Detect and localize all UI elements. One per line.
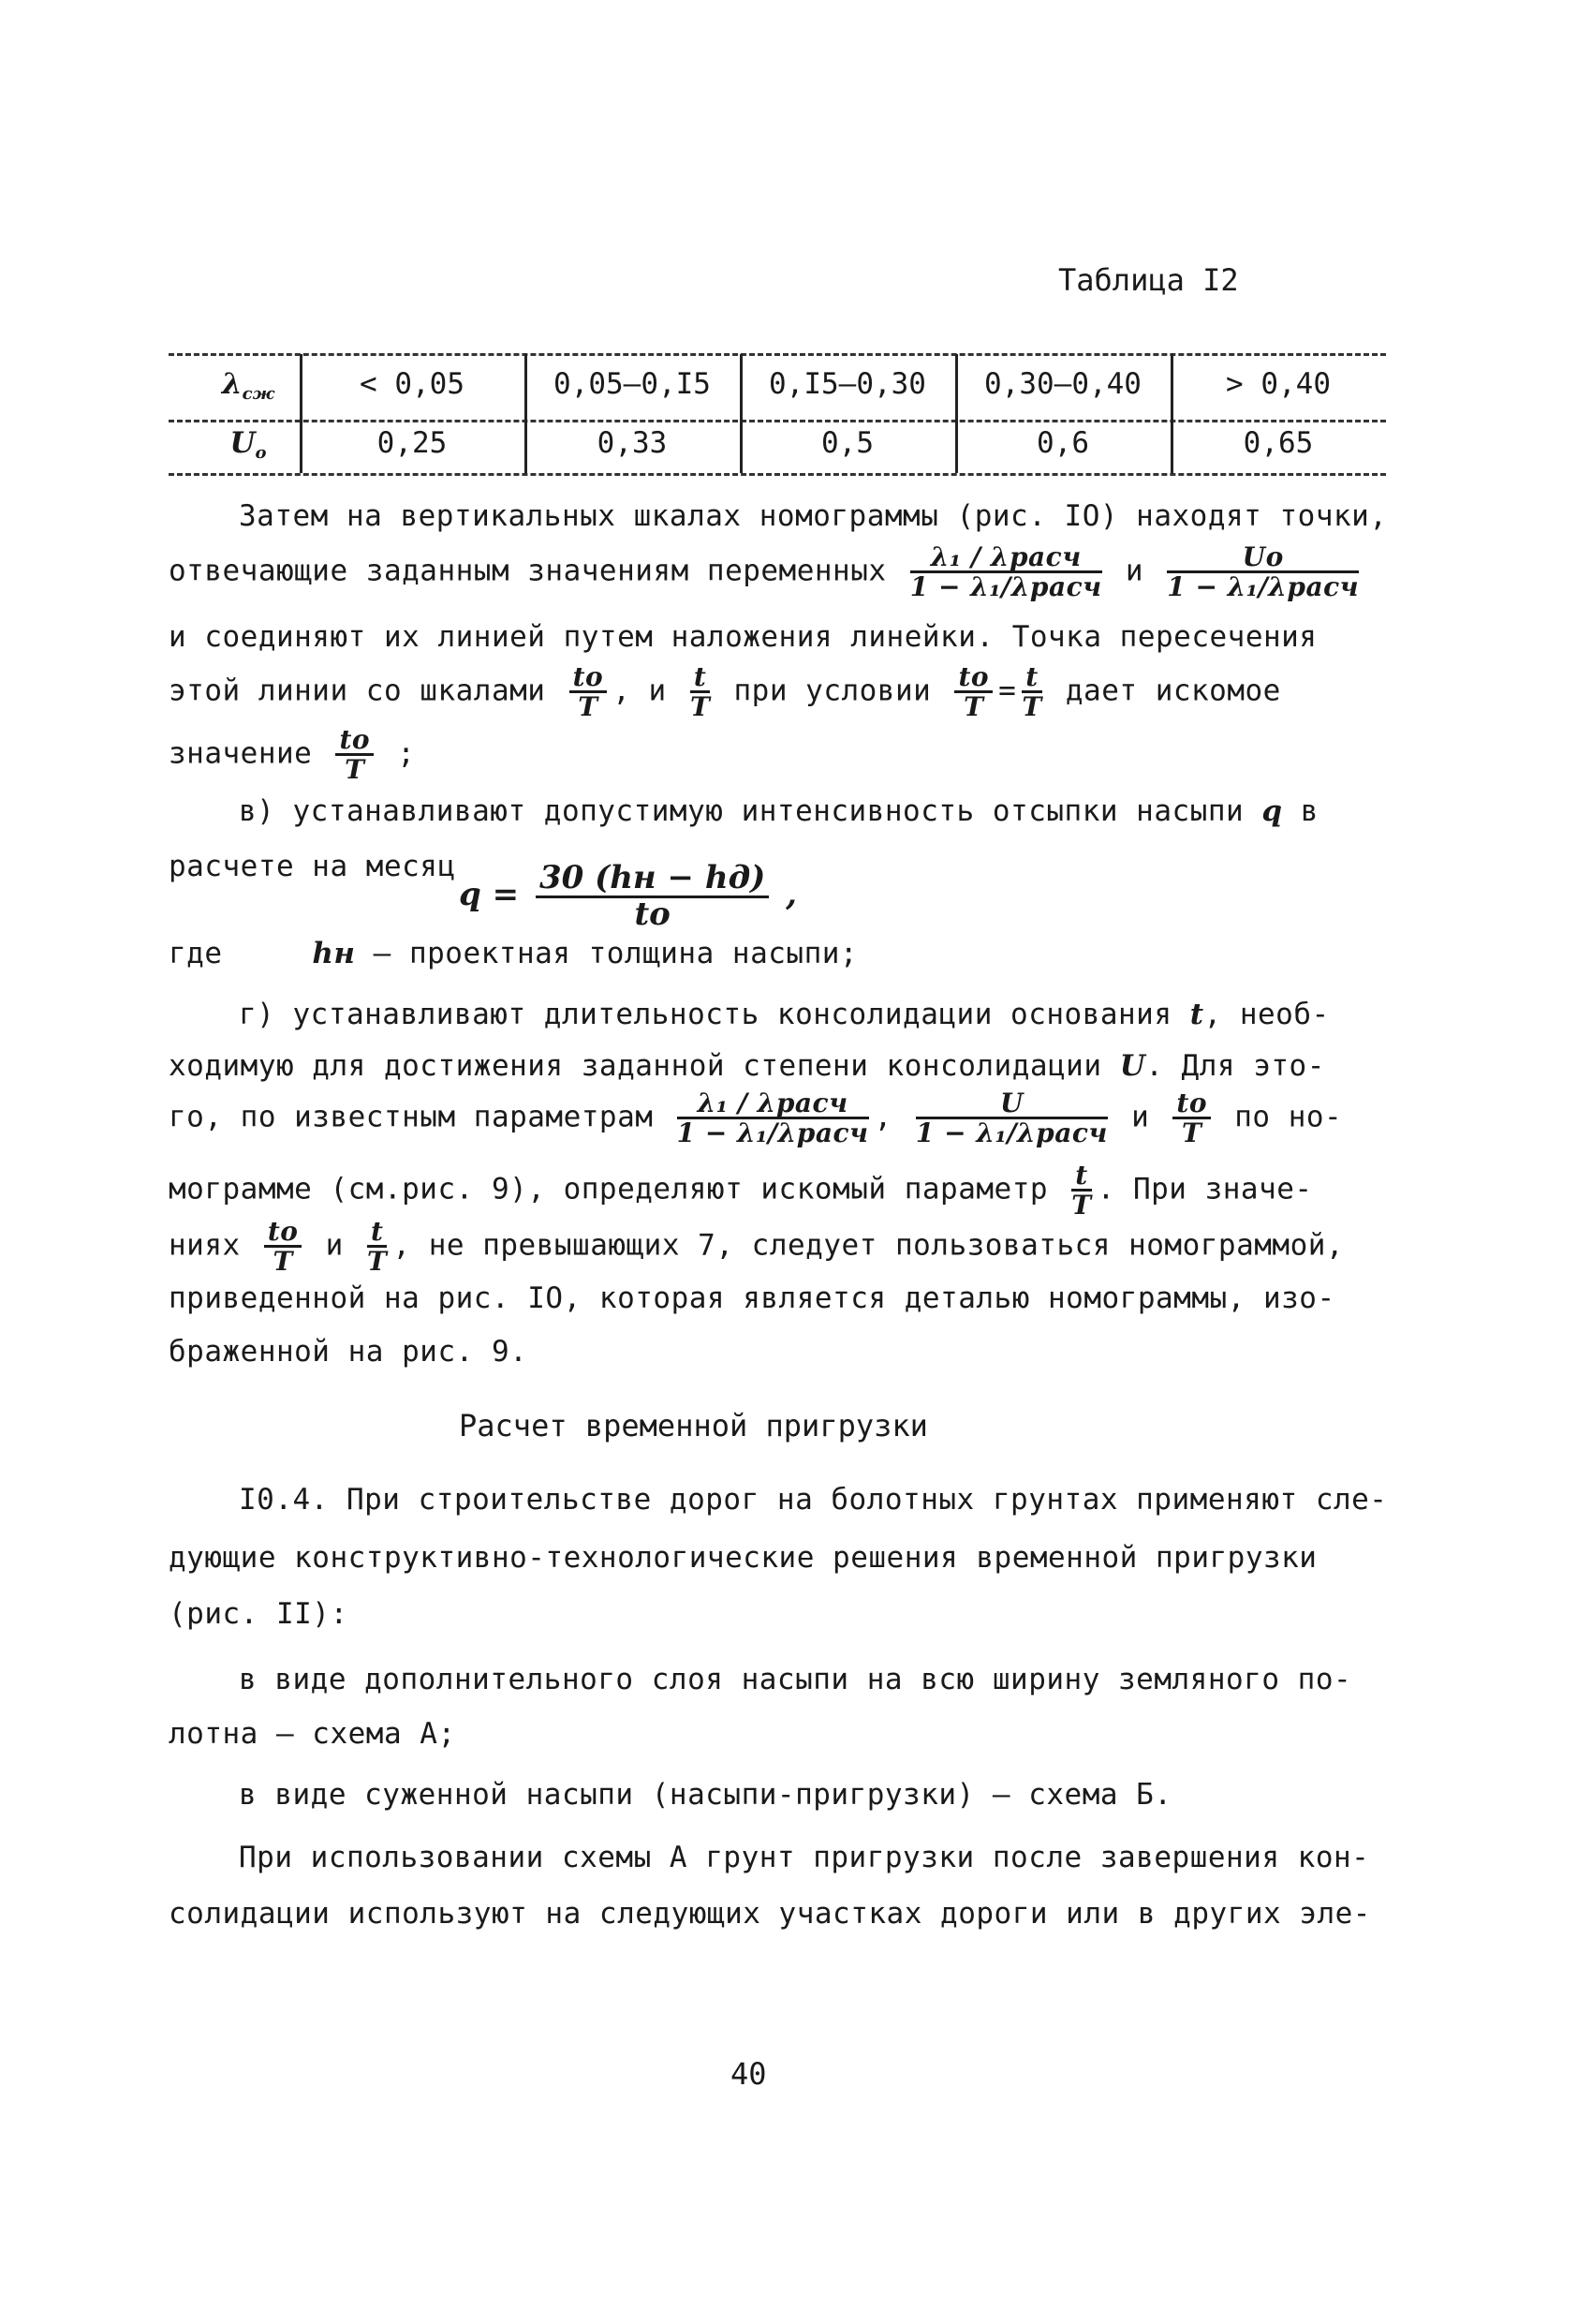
symbol-u: U xyxy=(1119,1049,1146,1083)
text-line: расчете на месяц xyxy=(169,850,456,883)
formula-u-ratio: $\frac{Uo}{\text{1 − λ₁/λрасч}}$ xyxy=(1167,541,1360,603)
text-line: При использовании схемы А грунт пригрузки после завершения кон- xyxy=(239,1841,1370,1874)
text-line: где hн – проектная толщина насыпи; xyxy=(169,937,859,970)
text-line: браженной на рис. 9. xyxy=(169,1335,528,1369)
table-cell-range: 0,05–0,I5 xyxy=(553,367,711,401)
section-heading: Расчет временной пригрузки xyxy=(459,1408,928,1443)
page-number: 40 xyxy=(730,2056,767,2092)
table-divider xyxy=(1171,354,1173,473)
symbol-q: q xyxy=(1261,794,1283,828)
text-line: го, по известным параметрам $\frac{\text{λ₁ / λрасч}}{\text{1 − λ₁/λрасч}}$ , $\frac{U}{\text{1 − λ₁/λрасч}}$ и $\frac{to}{T}$ по но- xyxy=(169,1088,1343,1149)
formula-t0-over-t: $\frac{to}{T}$ xyxy=(1172,1089,1211,1147)
formula-t-over-t: $\frac{t}{T}$ xyxy=(1022,661,1042,723)
table-rule-mid xyxy=(169,420,1386,422)
formula-t0-over-t: $\frac{to}{T}$ xyxy=(335,726,374,784)
text-line: мограмме (см.рис. 9), определяют искомый параметр $\frac{t}{T}$ . При значе- xyxy=(169,1160,1313,1221)
table-divider xyxy=(740,354,743,473)
table-cell-value: 0,25 xyxy=(376,426,448,460)
table-rule-top xyxy=(169,353,1386,356)
formula-u-ratio: $\frac{U}{\text{1 − λ₁/λрасч}}$ xyxy=(915,1088,1108,1149)
text-line: ниях $\frac{to}{T}$ и $\frac{t}{T}$ , не превышающих 7, следует пользоваться номограммой, xyxy=(169,1216,1345,1278)
formula-lambda-ratio: $\frac{\text{λ₁ / λрасч}}{\text{1 − λ₁/λрасч}}$ xyxy=(676,1088,869,1149)
formula-t-over-t: $\frac{t}{T}$ xyxy=(689,661,711,723)
text-line: Затем на вертикальных шкалах номограммы (рис. IO) находят точки, xyxy=(239,499,1388,533)
table-cell-value: 0,33 xyxy=(597,426,668,460)
table-divider xyxy=(955,354,958,473)
text-line: приведенной на рис. IO, которая является деталью номограммы, изо- xyxy=(169,1281,1335,1315)
text-line: г) устанавливают длительность консолидации основания t, необ- xyxy=(239,998,1330,1031)
text-line: этой линии со шкалами $\frac{to}{T}$ , и $\frac{t}{T}$ при условии $\frac{to}{T}$ = $\frac{t}{T}$ дает искомое xyxy=(169,661,1281,723)
table-divider xyxy=(300,354,302,473)
table-cell-range: 0,I5–0,30 xyxy=(769,367,926,401)
symbol-h-n: hн xyxy=(312,937,356,970)
text-line: солидации используют на следующих участках дороги или в других эле- xyxy=(169,1897,1371,1931)
text-line: в) устанавливают допустимую интенсивность отсыпки насыпи q в xyxy=(239,794,1319,828)
table-divider xyxy=(524,354,527,473)
table-cell-value: 0,65 xyxy=(1243,426,1314,460)
table-cell-range: > 0,40 xyxy=(1226,367,1331,401)
table-caption: Таблица I2 xyxy=(1058,262,1239,298)
formula-t0-over-t: $\frac{to}{T}$ xyxy=(954,663,993,721)
formula-t0-over-t: $\frac{to}{T}$ xyxy=(264,1218,302,1276)
text-line: дующие конструктивно-технологические решения временной пригрузки xyxy=(169,1541,1318,1575)
text-line: в виде дополнительного слоя насыпи на всю ширину земляного по- xyxy=(239,1663,1352,1696)
text-line: лотна – схема А; xyxy=(169,1717,456,1751)
text-line: I0.4. При строительстве дорог на болотных грунтах применяют сле- xyxy=(239,1483,1388,1517)
formula-t-over-t: $\frac{t}{T}$ xyxy=(367,1216,388,1278)
formula-t0-over-t: $\frac{to}{T}$ xyxy=(569,663,608,721)
table-row-label-lambda: $\lambda_{сж}$ xyxy=(221,367,275,404)
text-line: значение $\frac{to}{T}$ ; xyxy=(169,724,416,786)
text-line: ходимую для достижения заданной степени консолидации U. Для это- xyxy=(169,1049,1325,1083)
formula-lambda-ratio: $\frac{\text{λ₁ / λрасч}}{\text{1 − λ₁/λрасч}}$ xyxy=(909,541,1102,603)
text-line: в виде суженной насыпи (насыпи-пригрузки) – схема Б. xyxy=(239,1778,1172,1812)
formula-q: q = $\frac{30 (hн - hд)}{to}$ , xyxy=(459,859,797,933)
table-cell-range: 0,30–0,40 xyxy=(984,367,1142,401)
table-cell-range: < 0,05 xyxy=(360,367,464,401)
table-rule-bottom xyxy=(169,473,1386,476)
table-row-label-u: $U_o$ xyxy=(229,426,267,463)
symbol-t: t xyxy=(1189,998,1204,1031)
text-line: отвечающие заданным значениям переменных $\frac{\text{λ₁ / λрасч}}{\text{1 − λ₁/λрасч}}$ и $\frac{Uo}{\text{1 − λ₁/λрасч}}$ xyxy=(169,541,1360,603)
table-cell-value: 0,6 xyxy=(1037,426,1089,460)
text-line: (рис. II): xyxy=(169,1597,348,1631)
formula-t-over-t: $\frac{t}{T}$ xyxy=(1071,1160,1092,1221)
text-line: и соединяют их линией путем наложения линейки. Точка пересечения xyxy=(169,620,1318,654)
table-cell-value: 0,5 xyxy=(821,426,874,460)
